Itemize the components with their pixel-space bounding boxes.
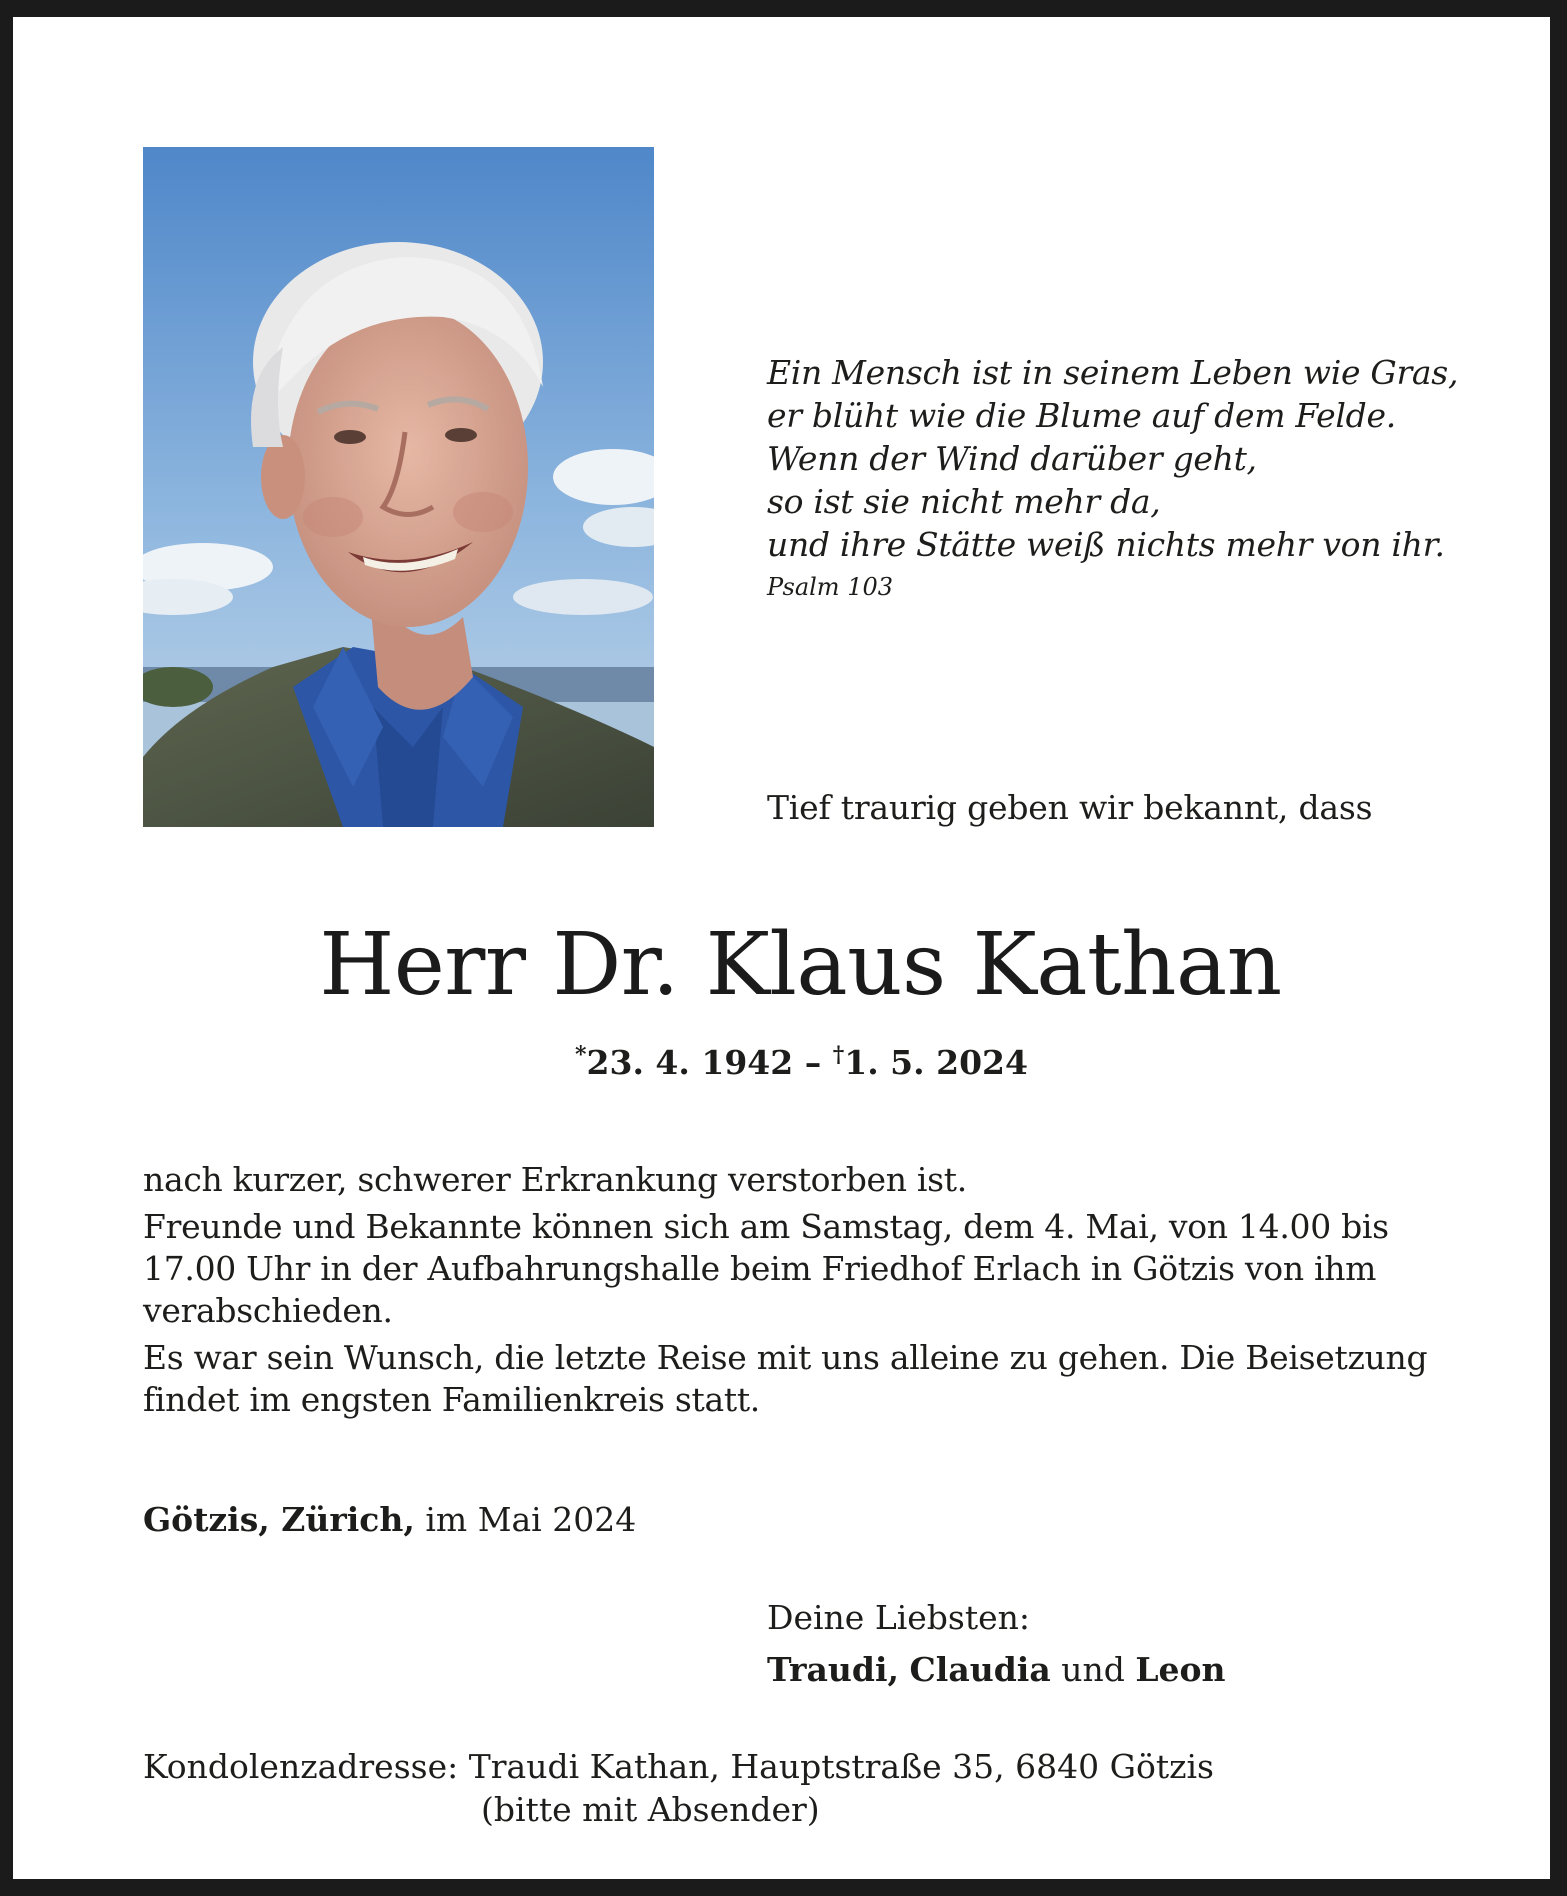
places: Götzis, Zürich, — [143, 1500, 415, 1539]
date-separator: – — [804, 1043, 822, 1082]
psalm-quote — [767, 351, 1527, 566]
mourner-name: Traudi, — [767, 1650, 900, 1689]
deceased-name: Herr Dr. Klaus Kathan — [319, 915, 1282, 1015]
portrait-photo — [143, 147, 654, 827]
body-paragraph — [143, 1337, 1473, 1421]
signature-lead: Deine Liebsten: — [767, 1598, 1031, 1637]
body-line: 17.00 Uhr in der Aufbahrungshalle beim Friedhof Erlach in Götzis von ihm — [143, 1249, 1377, 1288]
body-line: Freunde und Bekannte können sich am Samstag, dem 4. Mai, von 14.00 bis — [143, 1207, 1389, 1246]
psalm-line: er blüht wie die Blume auf dem Felde. — [767, 396, 1396, 435]
signature-names — [767, 1650, 1226, 1689]
condolence-address-text: Traudi Kathan, Hauptstraße 35, 6840 Götzis — [468, 1747, 1214, 1786]
psalm-line: Wenn der Wind darüber geht, — [767, 439, 1257, 478]
intro-line: Tief traurig geben wir bekannt, dass — [767, 788, 1373, 827]
notice-date: im Mai 2024 — [425, 1500, 637, 1539]
psalm-line: Ein Mensch ist in seinem Leben wie Gras, — [767, 353, 1459, 392]
death-symbol: † — [832, 1042, 845, 1068]
body-paragraph — [143, 1206, 1473, 1332]
body-line: Es war sein Wunsch, die letzte Reise mit uns alleine zu gehen. Die Beisetzung — [143, 1338, 1428, 1377]
portrait-illustration — [143, 147, 654, 827]
life-dates — [13, 1043, 1567, 1082]
psalm-line: so ist sie nicht mehr da, — [767, 482, 1161, 521]
condolence-note: (bitte mit Absender) — [481, 1790, 820, 1829]
body-paragraph — [143, 1159, 1473, 1201]
birth-date: 23. 4. 1942 — [586, 1043, 794, 1082]
psalm-source: Psalm 103 — [767, 573, 893, 601]
birth-symbol: * — [575, 1042, 587, 1068]
condolence-address — [143, 1745, 1214, 1831]
mourner-name: Leon — [1135, 1650, 1226, 1689]
death-date: 1. 5. 2024 — [844, 1043, 1028, 1082]
mourner-name: Claudia — [909, 1650, 1051, 1689]
condolence-label: Kondolenzadresse: — [143, 1747, 459, 1786]
psalm-line: und ihre Stätte weiß nichts mehr von ihr. — [767, 525, 1445, 564]
conjunction: und — [1061, 1650, 1125, 1689]
body-line: findet im engsten Familienkreis statt. — [143, 1380, 760, 1419]
body-line: nach kurzer, schwerer Erkrankung verstorben ist. — [143, 1160, 967, 1199]
place-date — [143, 1500, 636, 1539]
announcement-body — [143, 1159, 1473, 1426]
body-line: verabschieden. — [143, 1291, 393, 1330]
